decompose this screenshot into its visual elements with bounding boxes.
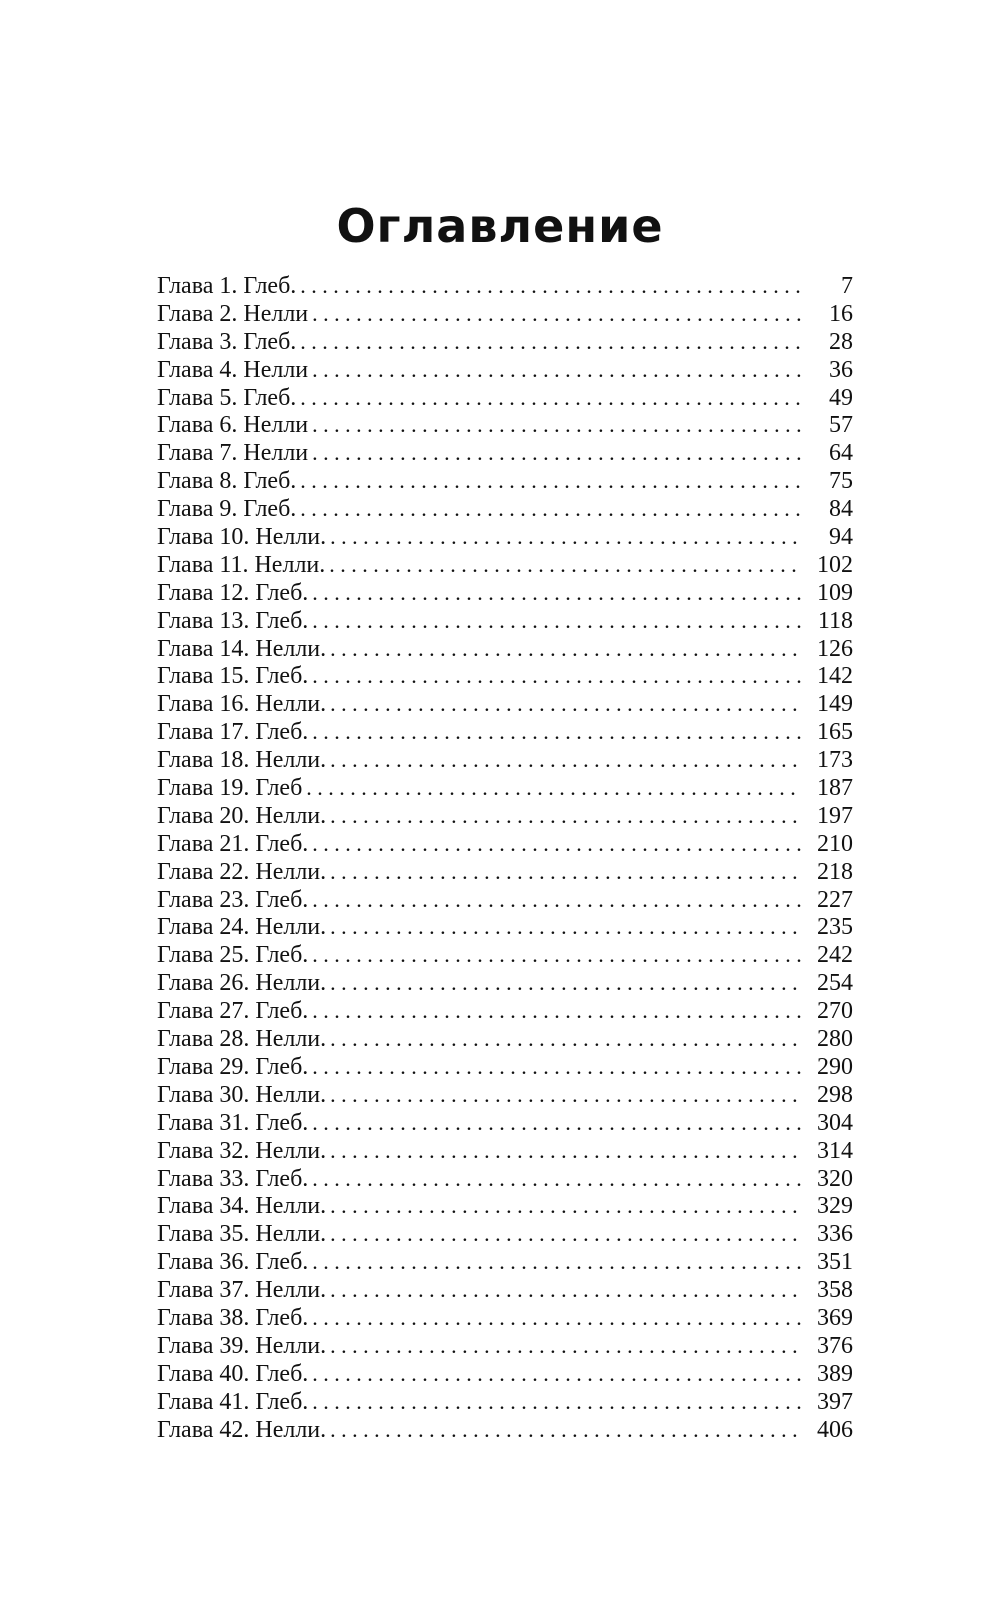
page-number: 57: [829, 412, 853, 439]
chapter-title: Глава 3. Глеб.: [157, 328, 297, 355]
dot-leader: [300, 272, 801, 300]
dot-leader: [312, 1304, 801, 1332]
page-number: 218: [817, 858, 853, 885]
dot-leader: [312, 300, 801, 328]
chapter-title: Глава 32. Нелли.: [157, 1137, 327, 1164]
chapter-title: Глава 28. Нелли.: [157, 1026, 327, 1053]
toc-entry: [157, 718, 853, 746]
toc-entry: [157, 913, 853, 941]
page-number: 270: [817, 998, 853, 1025]
toc-entry: [157, 495, 853, 523]
chapter-title: Глава 39. Нелли.: [157, 1332, 327, 1359]
chapter-title: Глава 36. Глеб.: [157, 1249, 309, 1276]
page-number: 314: [817, 1137, 853, 1164]
toc-entry: [157, 941, 853, 969]
dot-leader: [312, 941, 801, 969]
page-number: 149: [817, 691, 853, 718]
chapter-title: Глава 15. Глеб.: [157, 663, 309, 690]
chapter-title: Глава 25. Глеб.: [157, 942, 309, 969]
page-number: 329: [817, 1193, 853, 1220]
chapter-title: Глава 26. Нелли.: [157, 970, 327, 997]
toc-entry: [157, 272, 853, 300]
chapter-title: Глава 8. Глеб.: [157, 468, 297, 495]
toc-entry: [157, 1332, 853, 1360]
toc-entry: [157, 774, 853, 802]
page-number: 84: [829, 496, 853, 523]
toc-entry: [157, 1137, 853, 1165]
toc-entry: [157, 662, 853, 690]
chapter-title: Глава 40. Глеб.: [157, 1360, 309, 1387]
toc-entry: [157, 607, 853, 635]
dot-leader: [312, 579, 801, 607]
page-number: 389: [817, 1360, 853, 1387]
toc-entry: [157, 746, 853, 774]
page-number: 290: [817, 1053, 853, 1080]
dot-leader: [300, 328, 801, 356]
page-number: 406: [817, 1416, 853, 1443]
chapter-title: Глава 35. Нелли.: [157, 1221, 327, 1248]
page-number: 49: [829, 384, 853, 411]
page-number: 64: [829, 440, 853, 467]
page-number: 109: [817, 579, 853, 606]
toc-entry: [157, 1248, 853, 1276]
dot-leader: [330, 1192, 801, 1220]
dot-leader: [329, 551, 801, 579]
chapter-title: Глава 7. Нелли: [157, 440, 309, 467]
page-number: 7: [841, 273, 853, 299]
toc-entry: [157, 384, 853, 412]
table-of-contents: [157, 272, 853, 1443]
chapter-title: Глава 17. Глеб.: [157, 719, 309, 746]
dot-leader: [330, 913, 801, 941]
dot-leader: [312, 1109, 801, 1137]
toc-entry: [157, 1165, 853, 1193]
toc-entry: [157, 886, 853, 914]
toc-entry: [157, 523, 853, 551]
dot-leader: [300, 384, 801, 412]
chapter-title: Глава 31. Глеб.: [157, 1109, 309, 1136]
page-number: 397: [817, 1388, 853, 1415]
page-number: 75: [829, 468, 853, 495]
toc-entry: [157, 356, 853, 384]
dot-leader: [330, 1276, 801, 1304]
chapter-title: Глава 33. Глеб.: [157, 1165, 309, 1192]
chapter-title: Глава 13. Глеб.: [157, 607, 309, 634]
chapter-title: Глава 10. Нелли.: [157, 524, 327, 551]
dot-leader: [312, 830, 801, 858]
chapter-title: Глава 41. Глеб.: [157, 1388, 309, 1415]
toc-entry: [157, 1304, 853, 1332]
chapter-title: Глава 9. Глеб.: [157, 496, 297, 523]
toc-entry: [157, 439, 853, 467]
toc-entry: [157, 300, 853, 328]
page-number: 242: [817, 942, 853, 969]
dot-leader: [312, 439, 801, 467]
dot-leader: [330, 1137, 801, 1165]
chapter-title: Глава 22. Нелли.: [157, 858, 327, 885]
page-number: 376: [817, 1332, 853, 1359]
dot-leader: [330, 1220, 801, 1248]
dot-leader: [330, 523, 801, 551]
page-number: 187: [817, 775, 853, 802]
page-number: 235: [817, 914, 853, 941]
dot-leader: [330, 969, 801, 997]
dot-leader: [312, 1388, 801, 1416]
chapter-title: Глава 18. Нелли.: [157, 747, 327, 774]
toc-entry: [157, 830, 853, 858]
page-number: 358: [817, 1277, 853, 1304]
chapter-title: Глава 4. Нелли: [157, 356, 309, 383]
page-number: 320: [817, 1165, 853, 1192]
dot-leader: [312, 1053, 801, 1081]
chapter-title: Глава 30. Нелли.: [157, 1081, 327, 1108]
chapter-title: Глава 6. Нелли: [157, 412, 309, 439]
toc-entry: [157, 969, 853, 997]
page-number: 142: [817, 663, 853, 690]
dot-leader: [330, 690, 801, 718]
chapter-title: Глава 42. Нелли.: [157, 1416, 327, 1443]
chapter-title: Глава 29. Глеб.: [157, 1053, 309, 1080]
dot-leader: [330, 1025, 801, 1053]
chapter-title: Глава 1. Глеб.: [157, 273, 297, 299]
toc-entry: [157, 997, 853, 1025]
page-number: 36: [829, 356, 853, 383]
page-number: 298: [817, 1081, 853, 1108]
page-number: 118: [817, 607, 853, 634]
toc-entry: [157, 1053, 853, 1081]
page-number: 102: [817, 551, 853, 578]
page-number: 280: [817, 1026, 853, 1053]
toc-entry: [157, 635, 853, 663]
page-number: 94: [829, 524, 853, 551]
dot-leader: [312, 1165, 801, 1193]
dot-leader: [330, 746, 801, 774]
page-number: 16: [829, 300, 853, 327]
chapter-title: Глава 34. Нелли.: [157, 1193, 327, 1220]
dot-leader: [300, 495, 801, 523]
toc-entry: [157, 1081, 853, 1109]
chapter-title: Глава 24. Нелли.: [157, 914, 327, 941]
dot-leader: [312, 718, 801, 746]
toc-entry: [157, 802, 853, 830]
chapter-title: Глава 12. Глеб.: [157, 579, 309, 606]
page-number: 28: [829, 328, 853, 355]
page-number: 227: [817, 886, 853, 913]
chapter-title: Глава 2. Нелли: [157, 300, 309, 327]
toc-entry: [157, 1276, 853, 1304]
dot-leader: [330, 858, 801, 886]
chapter-title: Глава 21. Глеб.: [157, 830, 309, 857]
page-number: 369: [817, 1304, 853, 1331]
page-number: 197: [817, 802, 853, 829]
toc-entry: [157, 1109, 853, 1137]
dot-leader: [306, 774, 801, 802]
page-number: 126: [817, 635, 853, 662]
chapter-title: Глава 37. Нелли.: [157, 1277, 327, 1304]
toc-entry: [157, 467, 853, 495]
toc-entry: [157, 1360, 853, 1388]
dot-leader: [312, 356, 801, 384]
chapter-title: Глава 20. Нелли.: [157, 802, 327, 829]
dot-leader: [312, 1360, 801, 1388]
dot-leader: [312, 997, 801, 1025]
chapter-title: Глава 38. Глеб.: [157, 1304, 309, 1331]
toc-entry: [157, 1192, 853, 1220]
dot-leader: [312, 886, 801, 914]
dot-leader: [330, 635, 801, 663]
page-number: 254: [817, 970, 853, 997]
page-title: Оглавление: [336, 199, 664, 253]
toc-entry: [157, 690, 853, 718]
dot-leader: [330, 1332, 801, 1360]
dot-leader: [312, 662, 801, 690]
dot-leader: [330, 1081, 801, 1109]
toc-entry: [157, 1220, 853, 1248]
toc-entry: [157, 411, 853, 439]
page-number: 351: [817, 1249, 853, 1276]
page-number: 304: [817, 1109, 853, 1136]
chapter-title: Глава 23. Глеб.: [157, 886, 309, 913]
chapter-title: Глава 27. Глеб.: [157, 998, 309, 1025]
dot-leader: [330, 802, 801, 830]
page-number: 165: [817, 719, 853, 746]
chapter-title: Глава 14. Нелли.: [157, 635, 327, 662]
chapter-title: Глава 11. Нелли.: [157, 551, 326, 578]
toc-entry: [157, 858, 853, 886]
dot-leader: [312, 607, 801, 635]
dot-leader: [330, 1416, 801, 1444]
toc-entry: [157, 1388, 853, 1416]
page-number: 173: [817, 747, 853, 774]
chapter-title: Глава 16. Нелли.: [157, 691, 327, 718]
toc-entry: [157, 551, 853, 579]
page-number: 336: [817, 1221, 853, 1248]
toc-entry: [157, 1025, 853, 1053]
dot-leader: [312, 1248, 801, 1276]
dot-leader: [312, 411, 801, 439]
toc-entry: [157, 579, 853, 607]
dot-leader: [300, 467, 801, 495]
toc-entry: [157, 328, 853, 356]
toc-entry: [157, 1416, 853, 1444]
chapter-title: Глава 5. Глеб.: [157, 384, 297, 411]
page-number: 210: [817, 830, 853, 857]
chapter-title: Глава 19. Глеб: [157, 775, 303, 802]
